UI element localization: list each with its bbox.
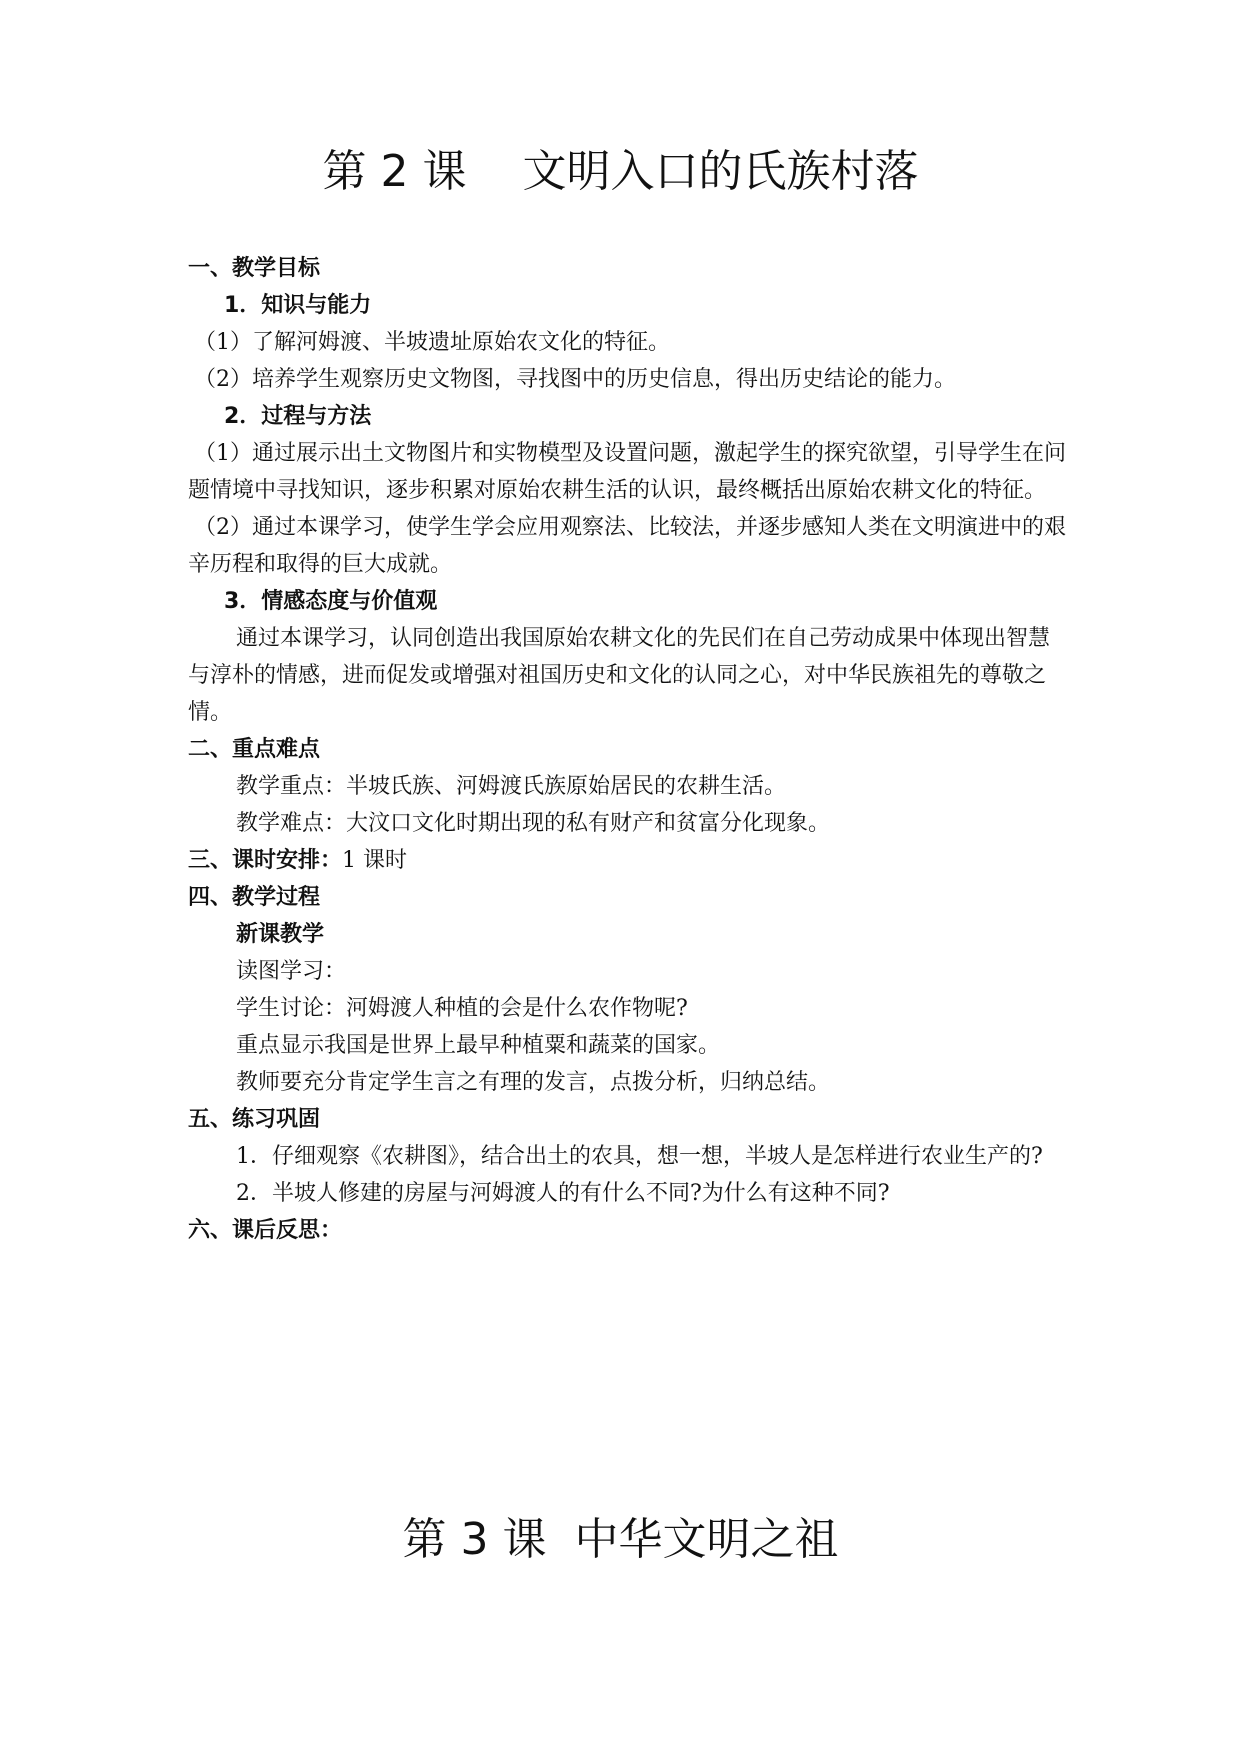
paragraph: 学生讨论：河姆渡人种植的会是什么农作物呢? — [236, 996, 688, 1021]
section-key-points-heading: 二、重点难点 — [188, 737, 321, 762]
paragraph: （2）通过本课学习，使学生学会应用观察法、比较法，并逐步感知人类在文明演进中的艰辛历程和取得的巨大成就。 — [188, 515, 1067, 577]
lesson-3-title: 第 3 课 中华文明之祖 — [402, 1514, 839, 1565]
subsection-knowledge-ability-heading: 1．知识与能力 — [224, 293, 372, 318]
paragraph: 2．半坡人修建的房屋与河姆渡人的有什么不同?为什么有这种不同? — [236, 1181, 890, 1206]
section-teaching-goals-heading: 一、教学目标 — [188, 256, 321, 281]
section-practice-heading: 五、练习巩固 — [188, 1107, 321, 1132]
paragraph: 重点显示我国是世界上最早种植粟和蔬菜的国家。 — [236, 1033, 721, 1058]
paragraph: 教学难点：大汶口文化时期出现的私有财产和贫富分化现象。 — [236, 811, 831, 836]
section-teaching-process-heading: 四、教学过程 — [188, 885, 321, 910]
paragraph: （1）通过展示出土文物图片和实物模型及设置问题，激起学生的探究欲望，引导学生在问题情境中寻找知识，逐步积累对原始农耕生活的认识，最终概括出原始农耕文化的特征。 — [188, 441, 1067, 503]
paragraph: 读图学习： — [236, 959, 347, 984]
lesson-2-title: 第 2 课 文明入口的氏族村落 — [322, 146, 919, 197]
paragraph: 教学重点：半坡氏族、河姆渡氏族原始居民的农耕生活。 — [236, 774, 787, 799]
section-reflection-heading: 六、课后反思： — [188, 1218, 343, 1243]
section-schedule-value: 1 课时 — [342, 848, 408, 873]
lesson-2-body — [188, 250, 1068, 1249]
paragraph: 1．仔细观察《农耕图》，结合出土的农具，想一想，半坡人是怎样进行农业生产的? — [236, 1144, 1043, 1169]
subsection-emotion-values-heading: 3．情感态度与价值观 — [224, 589, 438, 614]
subsection-process-method-heading: 2．过程与方法 — [224, 404, 372, 429]
section-schedule — [188, 842, 1068, 879]
paragraph: 通过本课学习，认同创造出我国原始农耕文化的先民们在自己劳动成果中体现出智慧与淳朴的情感，进而促发或增强对祖国历史和文化的认同之心，对中华民族祖先的尊敬之情。 — [188, 626, 1051, 725]
paragraph: （2）培养学生观察历史文物图，寻找图中的历史信息，得出历史结论的能力。 — [194, 367, 956, 392]
paragraph: （1）了解河姆渡、半坡遗址原始农文化的特征。 — [194, 330, 670, 355]
paragraph: 教师要充分肯定学生言之有理的发言，点拨分析，归纳总结。 — [236, 1070, 831, 1095]
section-schedule-heading: 三、课时安排： — [188, 848, 343, 873]
subsection-new-lesson-heading: 新课教学 — [236, 922, 325, 947]
